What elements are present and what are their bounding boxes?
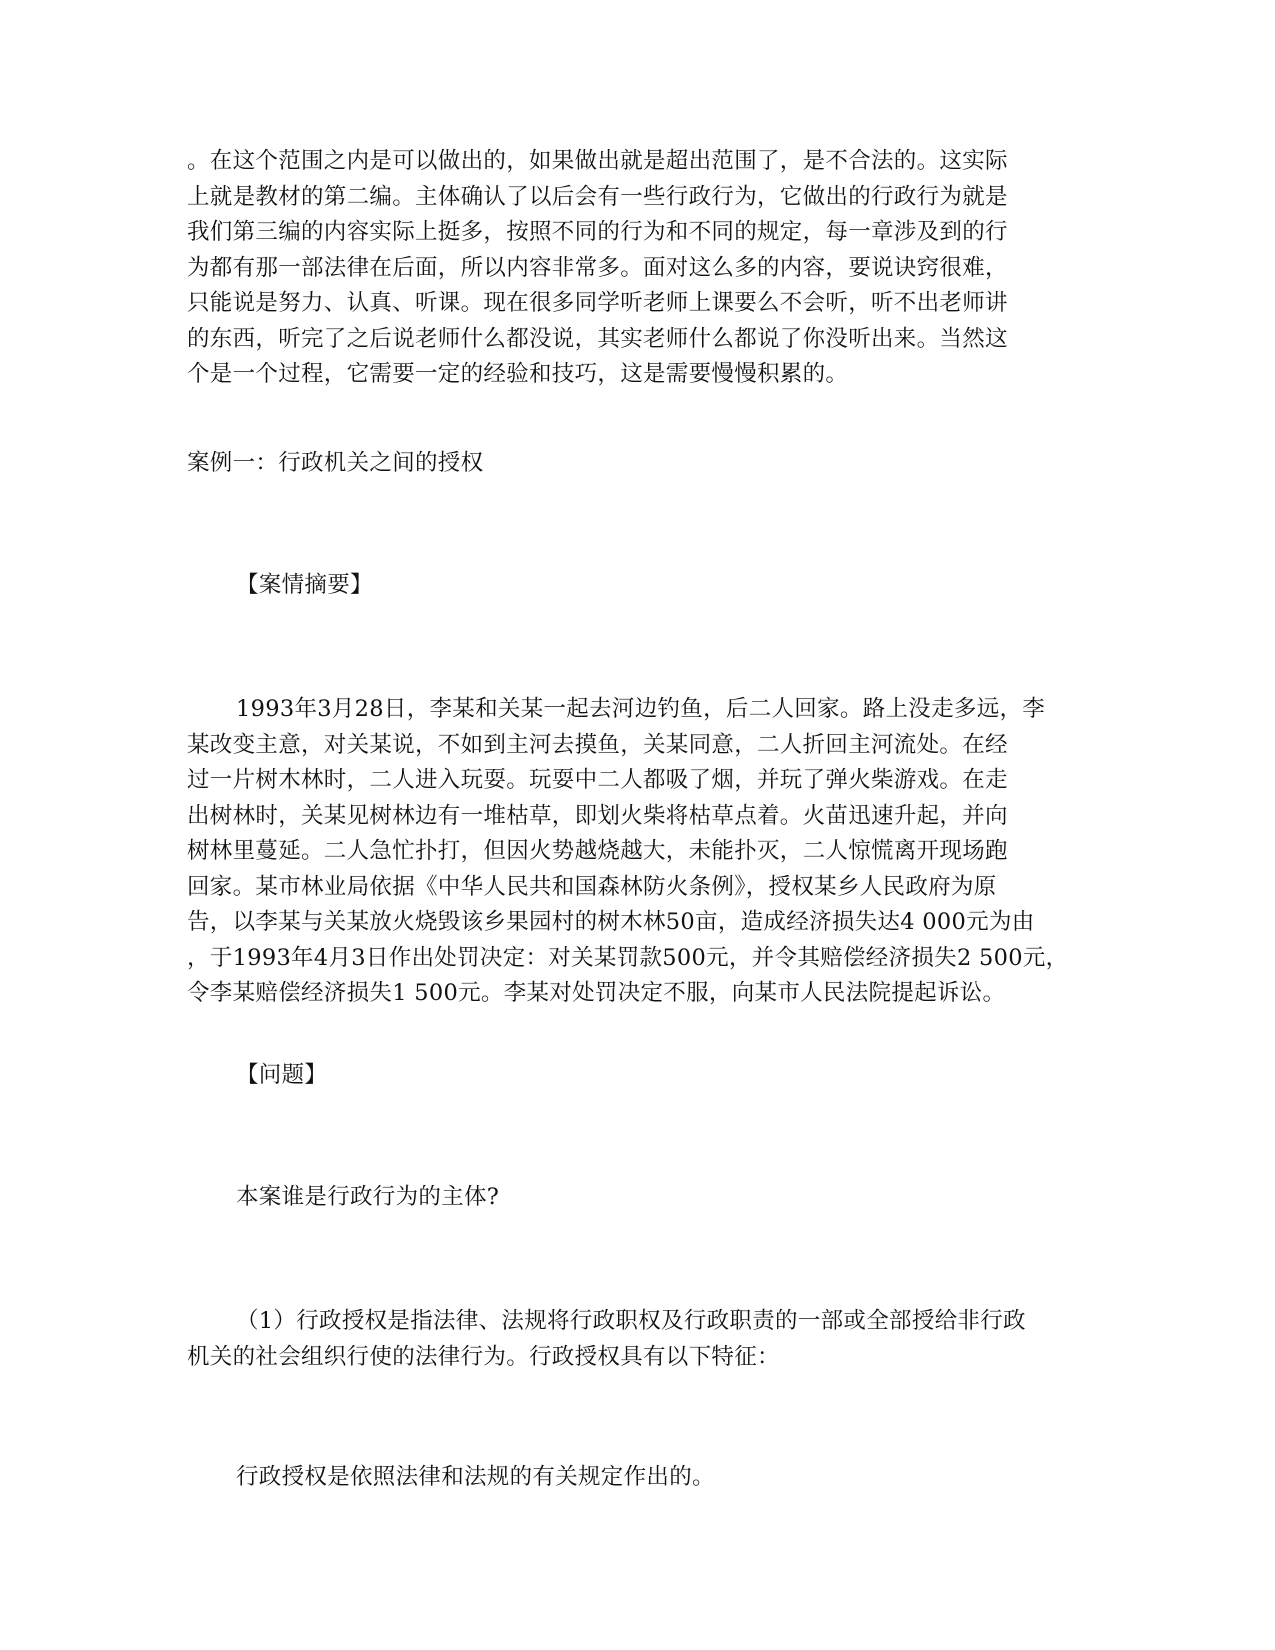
case-body-line: 树林里蔓延。二人急忙扑打，但因火势越烧越大，未能扑灭，二人惊慌离开现场跑	[187, 838, 1008, 864]
case-body-line: 1993年3月28日，李某和关某一起去河边钓鱼，后二人回家。路上没走多远，李	[236, 696, 1046, 722]
intro-line: 上就是教材的第二编。主体确认了以后会有一些行政行为，它做出的行政行为就是	[187, 183, 1008, 210]
feature-text: 行政授权是依照法律和法规的有关规定作出的。	[236, 1464, 715, 1490]
intro-paragraph	[187, 144, 1087, 393]
case-title-text: 案例一：行政机关之间的授权	[187, 450, 484, 476]
answer-paragraph	[187, 1304, 1087, 1375]
case-body-line: 某改变主意，对关某说，不如到主河去摸鱼，关某同意，二人折回主河流处。在经	[187, 731, 1008, 758]
summary-heading	[236, 568, 1136, 604]
intro-line: 。在这个范围之内是可以做出的，如果做出就是超出范围了，是不合法的。这实际	[187, 148, 1008, 174]
case-title	[187, 446, 1087, 482]
answer-line: （1）行政授权是指法律、法规将行政职权及行政职责的一部或全部授给非行政	[236, 1308, 1026, 1334]
case-body-line: 告，以李某与关某放火烧毁该乡果园村的树木林50亩，造成经济损失达4 000元为由	[187, 909, 1035, 935]
case-body-line: 出树林时，关某见树林边有一堆枯草，即划火柴将枯草点着。火苗迅速升起，并向	[187, 802, 1008, 829]
intro-line: 的东西，听完了之后说老师什么都没说，其实老师什么都说了你没听出来。当然这	[187, 325, 1008, 352]
answer-line: 机关的社会组织行使的法律行为。行政授权具有以下特征：	[187, 1343, 780, 1370]
intro-line: 只能说是努力、认真、听课。现在很多同学听老师上课要么不会听，听不出老师讲	[187, 290, 1008, 316]
case-body-line: ，于1993年4月3日作出处罚决定：对关某罚款500元，并令其赔偿经济损失2 500元，	[187, 944, 1069, 971]
summary-heading-text: 【案情摘要】	[236, 572, 373, 598]
case-body-line: 令李某赔偿经济损失1 500元。李某对处罚决定不服，向某市人民法院提起诉讼。	[187, 980, 1006, 1006]
feature-line	[236, 1460, 1136, 1496]
intro-line: 个是一个过程，它需要一定的经验和技巧，这是需要慢慢积累的。	[187, 361, 849, 387]
intro-line: 我们第三编的内容实际上挺多，按照不同的行为和不同的规定，每一章涉及到的行	[187, 219, 1008, 245]
question-text: 本案谁是行政行为的主体?	[236, 1184, 500, 1210]
case-body-line: 过一片树木林时，二人进入玩耍。玩耍中二人都吸了烟，并玩了弹火柴游戏。在走	[187, 767, 1008, 793]
case-body-paragraph	[187, 692, 1087, 1012]
question-heading	[236, 1058, 1136, 1094]
question-heading-text: 【问题】	[236, 1062, 328, 1088]
intro-line: 为都有那一部法律在后面，所以内容非常多。面对这么多的内容，要说诀窍很难，	[187, 254, 1008, 281]
case-body-line: 回家。某市林业局依据《中华人民共和国森林防火条例》，授权某乡人民政府为原	[187, 873, 997, 900]
question	[236, 1180, 1136, 1216]
